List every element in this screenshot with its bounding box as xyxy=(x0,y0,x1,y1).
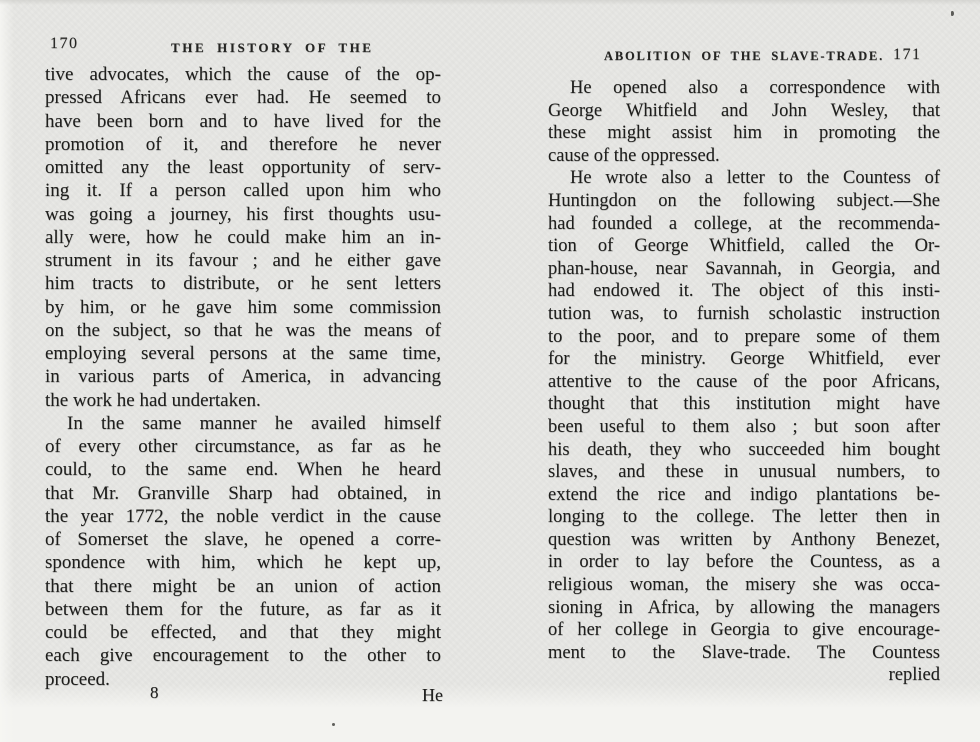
right-page-number: 171 xyxy=(893,46,922,63)
text-line: ally were, how he could make him an in- xyxy=(45,226,441,248)
text-line: He wrote also a letter to the Countess of xyxy=(570,168,940,189)
text-line: religious woman, the misery she was occa- xyxy=(548,575,940,596)
text-line: extend the rice and indigo plantations be- xyxy=(548,484,940,505)
scan-speck xyxy=(332,723,335,726)
text-line: him tracts to distribute, or he sent letters xyxy=(45,273,441,295)
signature-mark: 8 xyxy=(150,683,159,702)
left-page-body-text xyxy=(45,63,441,691)
text-line: to the poor, and to prepare some of them xyxy=(548,326,940,347)
text-line: slaves, and these in unusual numbers, to xyxy=(548,462,940,483)
text-line: these might assist him in promoting the xyxy=(548,123,940,144)
text-line: In the same manner he availed himself xyxy=(67,412,441,434)
text-line: strument in its favour ; and he either gave xyxy=(45,250,441,271)
text-line: that there might be an union of action xyxy=(45,575,441,597)
text-line: tution was, to furnish scholastic instruction xyxy=(548,303,940,324)
right-running-header: ABOLITION OF THE SLAVE-TRADE. xyxy=(604,49,884,63)
text-line: longing to the college. The letter then in xyxy=(548,507,940,528)
text-line: George Whitfield and John Wesley, that xyxy=(548,100,940,121)
text-line: on the subject, so that he was the means of xyxy=(45,319,441,341)
text-line: of her college in Georgia to give encourage- xyxy=(548,620,940,641)
text-line: cause of the oppressed. xyxy=(548,145,720,166)
text-line: each give encouragement to the other to xyxy=(45,645,441,667)
text-line: could be effected, and that they might xyxy=(45,622,441,643)
text-line: of Somerset the slave, he opened a corre- xyxy=(45,529,441,550)
text-line: that Mr. Granville Sharp had obtained, in xyxy=(45,482,441,504)
right-page-body-text xyxy=(548,77,940,687)
text-line: promotion of it, and therefore he never xyxy=(45,133,441,155)
text-line: tive advocates, which the cause of the op- xyxy=(45,64,441,85)
text-line: phan-house, near Savannah, in Georgia, and xyxy=(548,258,940,279)
text-line: proceed. xyxy=(45,668,110,690)
text-line: had founded a college, at the recommenda- xyxy=(548,213,940,234)
text-line: Huntingdon on the following subject.—She xyxy=(548,190,940,211)
text-line: replied xyxy=(888,665,940,686)
text-line: spondence with him, which he kept up, xyxy=(45,552,441,574)
left-running-header: THE HISTORY OF THE xyxy=(171,40,374,55)
text-line: question was written by Anthony Benezet, xyxy=(548,529,940,550)
text-line: He opened also a correspondence with xyxy=(570,78,940,98)
text-line: the year 1772, the noble verdict in the cause xyxy=(45,505,441,527)
scan-speck xyxy=(951,11,954,16)
text-line: his death, they who succeeded him bought xyxy=(548,439,940,460)
text-line: was going a journey, his first thoughts usu- xyxy=(45,203,441,225)
text-line: in various parts of America, in advancing xyxy=(45,366,441,388)
text-line: been useful to them also ; but soon after xyxy=(548,416,940,437)
text-line: have been born and to have lived for the xyxy=(45,110,441,132)
left-page-number: 170 xyxy=(50,35,79,52)
text-line: between them for the future, as far as it xyxy=(45,598,441,620)
text-line: the work he had undertaken. xyxy=(45,389,261,411)
text-line: employing several persons at the same time, xyxy=(45,343,441,364)
text-line: could, to the same end. When he heard xyxy=(45,459,441,481)
text-line: in order to lay before the Countess, as a xyxy=(548,552,940,573)
text-line: ment to the Slave-trade. The Countess xyxy=(548,642,940,663)
text-line: by him, or he gave him some commission xyxy=(45,296,441,318)
text-line: sioning in Africa, by allowing the managers xyxy=(548,597,940,618)
catchword: He xyxy=(422,685,443,705)
text-line: of every other circumstance, as far as he xyxy=(45,436,441,457)
text-line: had endowed it. The object of this insti- xyxy=(548,281,940,302)
text-line: omitted any the least opportunity of serv- xyxy=(45,157,441,178)
text-line: attentive to the cause of the poor Africans, xyxy=(548,371,940,392)
text-line: for the ministry. George Whitfield, ever xyxy=(548,349,940,370)
text-line: thought that this institution might have xyxy=(548,394,940,415)
text-line: ing it. If a person called upon him who xyxy=(45,180,441,202)
text-line: pressed Africans ever had. He seemed to xyxy=(45,87,441,109)
text-line: tion of George Whitfield, called the Or- xyxy=(548,236,940,257)
